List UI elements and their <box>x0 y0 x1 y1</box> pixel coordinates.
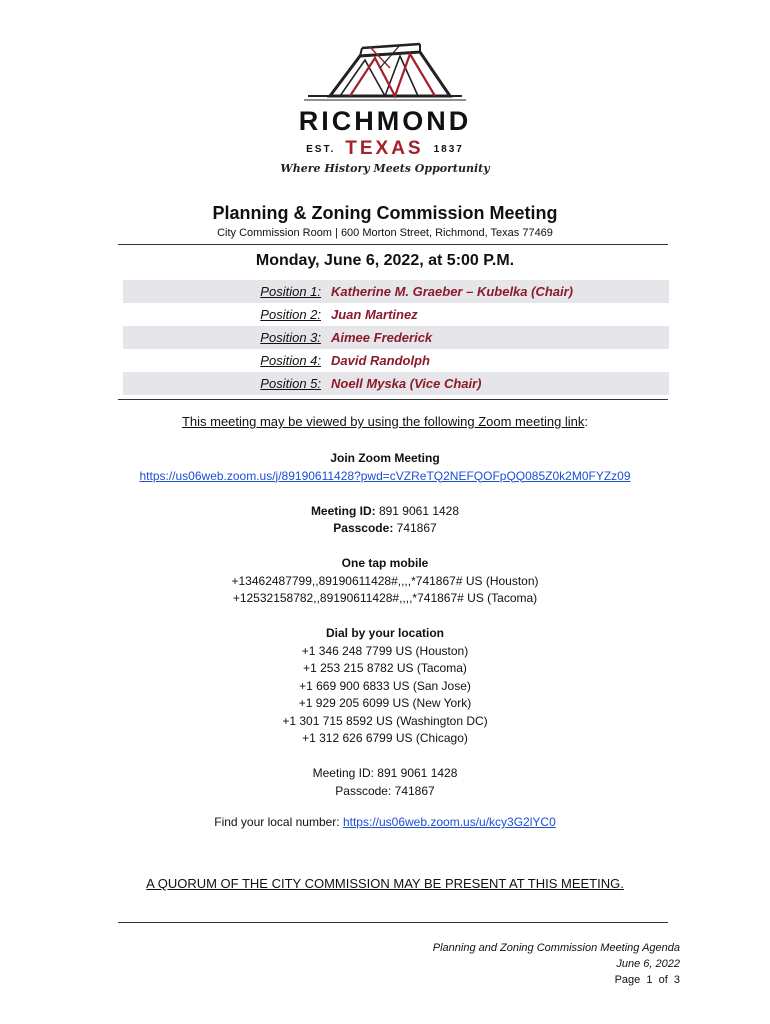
position-name: Juan Martinez <box>331 307 418 322</box>
meeting-id-line: Meeting ID: 891 9061 1428 <box>312 766 458 780</box>
logo-state: TEXAS <box>345 138 424 159</box>
footer-doc-title: Planning and Zoning Commission Meeting Agenda <box>432 942 680 954</box>
find-local-link[interactable]: https://us06web.zoom.us/u/kcy3G2lYC0 <box>342 815 556 829</box>
divider <box>118 399 668 400</box>
one-tap-heading: One tap mobile <box>341 556 429 570</box>
position-row <box>123 303 669 326</box>
bridge-icon <box>300 38 470 104</box>
position-name: Noell Myska (Vice Chair) <box>331 376 482 391</box>
dial-number: +1 301 715 8592 US (Washington DC) <box>282 713 488 728</box>
dial-number: +1 929 205 6099 US (New York) <box>298 696 472 710</box>
footer-page-number: Page 1 of 3 <box>614 974 680 986</box>
position-label: Position 2: <box>260 307 321 322</box>
dial-number: +1 312 626 6799 US (Chicago) <box>302 731 468 745</box>
position-row <box>123 349 669 372</box>
logo-tagline: Where History Meets Opportunity <box>280 162 490 175</box>
city-logo <box>0 38 770 175</box>
divider <box>118 244 668 245</box>
dial-number: +1 253 215 8782 US (Tacoma) <box>303 661 467 675</box>
meeting-id-label: Meeting ID: <box>310 503 376 518</box>
logo-city-name: RICHMOND <box>298 106 472 136</box>
footer-date: June 6, 2022 <box>616 958 680 970</box>
meeting-location: City Commission Room | 600 Morton Street, Richmond, Texas 77469 <box>217 227 553 239</box>
position-name: Katherine M. Graeber – Kubelka (Chair) <box>331 284 574 299</box>
one-tap-number: +12532158782,,89190611428#,,,,*741867# US (Tacoma) <box>232 591 538 605</box>
zoom-join-link[interactable]: https://us06web.zoom.us/j/89190611428?pwd=cVZReTQ2NEFQOFpQQ085Z0k2M0FYZz09 <box>139 468 631 483</box>
passcode-line: Passcode: 741867 <box>335 783 435 798</box>
meeting-title: Planning & Zoning Commission Meeting <box>212 203 558 223</box>
position-row <box>123 326 669 349</box>
dial-number: +1 346 248 7799 US (Houston) <box>301 643 469 658</box>
position-row <box>123 280 669 303</box>
quorum-notice: A QUORUM OF THE CITY COMMISSION MAY BE PRESENT AT THIS MEETING. <box>146 876 624 891</box>
logo-established-row <box>0 138 770 160</box>
passcode-value: 741867 <box>396 521 437 535</box>
page-footer <box>433 940 680 988</box>
zoom-view-note-text: This meeting may be viewed by using the following Zoom meeting link <box>181 414 585 429</box>
zoom-view-note-suffix: : <box>584 414 589 429</box>
zoom-details <box>0 450 770 800</box>
commission-positions <box>123 280 669 395</box>
dial-heading: Dial by your location <box>325 626 445 640</box>
one-tap-number: +13462487799,,89190611428#,,,,*741867# US (Houston) <box>231 573 539 588</box>
logo-year: 1837 <box>433 143 464 155</box>
find-local-number <box>0 815 770 829</box>
meeting-id-row <box>0 503 770 521</box>
position-name: Aimee Frederick <box>331 330 433 345</box>
position-row <box>123 372 669 395</box>
find-local-label: Find your local number: <box>214 815 343 829</box>
passcode-row <box>0 520 770 538</box>
logo-est: EST. <box>306 143 336 155</box>
zoom-view-note <box>0 414 770 429</box>
join-heading: Join Zoom Meeting <box>330 451 440 465</box>
passcode-label: Passcode: <box>333 521 394 535</box>
position-label: Position 1: <box>260 284 321 299</box>
position-label: Position 5: <box>260 376 321 391</box>
meeting-id-value: 891 9061 1428 <box>378 503 460 518</box>
position-label: Position 4: <box>260 353 321 368</box>
dial-number: +1 669 900 6833 US (San Jose) <box>299 678 471 693</box>
position-label: Position 3: <box>260 330 321 345</box>
position-name: David Randolph <box>331 353 430 368</box>
meeting-date: Monday, June 6, 2022, at 5:00 P.M. <box>255 252 515 269</box>
divider <box>118 922 668 923</box>
